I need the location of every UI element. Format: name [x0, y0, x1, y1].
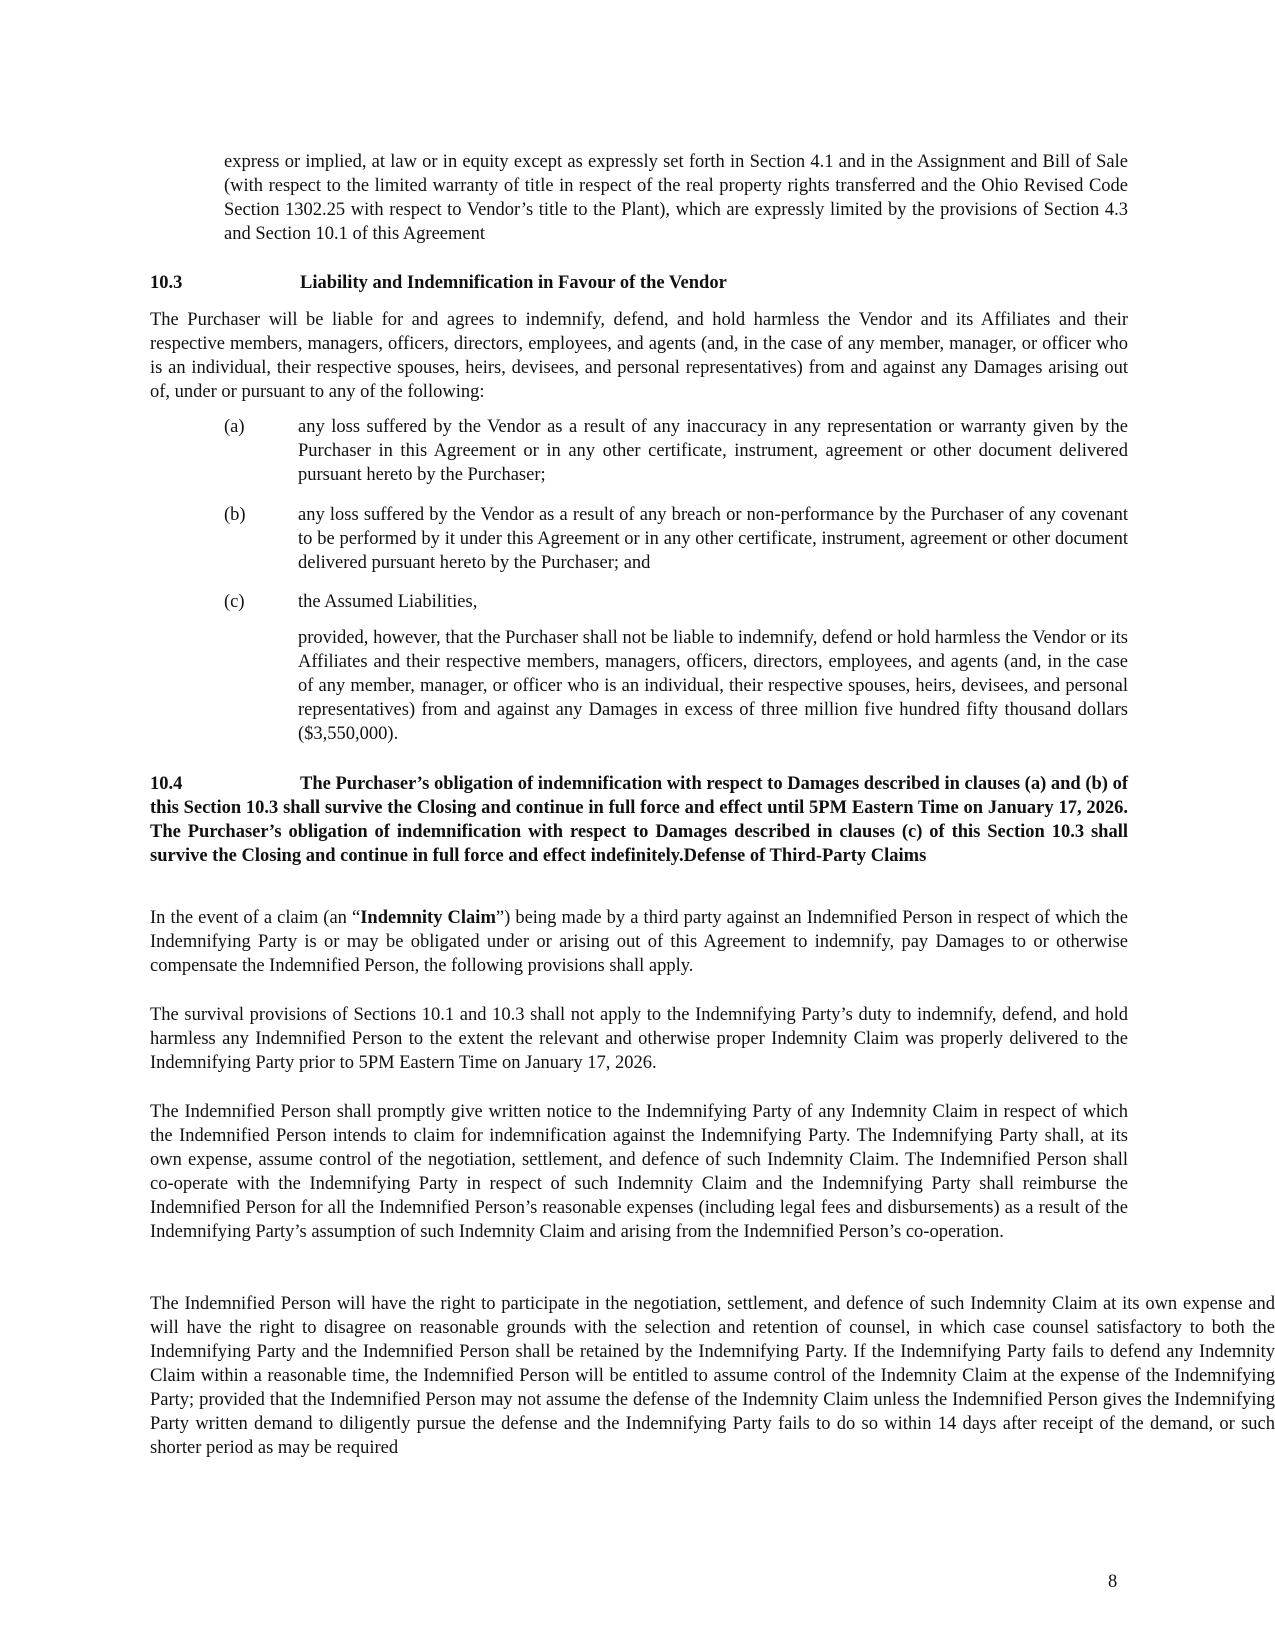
text-run: ”) being made by a third party against an Indemnified Person in respect of which the Indemnifying Party is or may be obligated under or arising out of this Agreement to indemnify, pay Damages to or otherwise compensate the Indemnified Person, the following provisions shall apply.: [150, 908, 1129, 976]
text-run: In the event of a claim (an “: [150, 908, 361, 928]
section-10-4-heading: [150, 772, 1128, 868]
section-number: 10.4: [150, 774, 183, 794]
list-item-label: (a): [224, 417, 245, 437]
list-item-text: any loss suffered by the Vendor as a result of any inaccuracy in any representation or warranty given by the Purchaser in this Agreement or in any other certificate, instrument, agreement or other document delivered pursuant hereto by the Purchaser;: [298, 417, 1128, 485]
survival-paragraph: The survival provisions of Sections 10.1 and 10.3 shall not apply to the Indemnifying Party’s duty to indemnify, defend, and hold harmless any Indemnified Person to the extent the relevant and otherwise proper Indemnity Claim was properly delivered to the Indemnifying Party prior to 5PM Eastern Time on January 17, 2026.: [150, 1005, 1128, 1073]
section-title: Liability and Indemnification in Favour of the Vendor: [300, 273, 727, 293]
list-item-label: (c): [224, 592, 245, 612]
section-10-4-text: The Purchaser’s obligation of indemnification with respect to Damages described in clauses (a) and (b) of this Section 10.3 shall survive the Closing and continue in full force and effect until 5PM Eastern Time on January 17, 2026. The Purchaser’s obligation of indemnification with respect to Damages described in clauses (c) of this Section 10.3 shall survive the Closing and continue in full force and effect indefinitely.Defense of Third-Party Claims: [150, 774, 1128, 866]
notice-paragraph: The Indemnified Person shall promptly give written notice to the Indemnifying Party of any Indemnity Claim in respect of which the Indemnified Person intends to claim for indemnification against the Indemnifying Party. The Indemnifying Party shall, at its own expense, assume control of the negotiation, settlement, and defence of such Indemnity Claim. The Indemnified Person shall co-operate with the Indemnifying Party in respect of such Indemnity Claim and the Indemnifying Party shall reimburse the Indemnified Person for all the Indemnified Person’s reasonable expenses (including legal fees and disbursements) as a result of the Indemnifying Party’s assumption of such Indemnity Claim and arising from the Indemnified Person’s co-operation.: [150, 1102, 1128, 1242]
proviso-paragraph: provided, however, that the Purchaser shall not be liable to indemnify, defend or hold harmless the Vendor or its Affiliates and their respective members, managers, officers, directors, employees, and agents (and, in the case of any member, manager, or officer who is an individual, their respective spouses, heirs, devisees, and personal representatives) from and against any Damages in excess of three million five hundred fifty thousand dollars ($3,550,000).: [298, 628, 1128, 744]
defined-term: Indemnity Claim: [360, 908, 496, 928]
list-item-text: the Assumed Liabilities,: [298, 592, 478, 612]
section-10-3-intro: The Purchaser will be liable for and agrees to indemnify, defend, and hold harmless the Vendor and its Affiliates and their respective members, managers, officers, directors, employees, and agents (and, in the case of any member, manager, or officer who is an individual, their respective spouses, heirs, devisees, and personal representatives) from and against any Damages arising out of, under or pursuant to any of the following:: [150, 310, 1128, 402]
list-item-label: (b): [224, 505, 246, 525]
page-number: 8: [1108, 1572, 1118, 1592]
section-number: 10.3: [150, 273, 183, 293]
indemnity-claim-paragraph: [150, 906, 1128, 978]
participation-paragraph: The Indemnified Person will have the right to participate in the negotiation, settlement, and defence of such Indemnity Claim at its own expense and will have the right to disagree on reasonable grounds with the selection and retention of counsel, in which case counsel satisfactory to both the Indemnifying Party and the Indemnified Person shall be retained by the Indemnifying Party. If the Indemnifying Party fails to defend any Indemnity Claim within a reasonable time, the Indemnified Person will be entitled to assume control of the Indemnity Claim at the expense of the Indemnifying Party; provided that the Indemnified Person may not assume the defense of the Indemnity Claim unless the Indemnified Person gives the Indemnifying Party written demand to diligently pursue the defense and the Indemnifying Party fails to do so within 14 days after receipt of the demand, or such shorter period as may be required: [150, 1294, 1275, 1458]
section-10-3-heading: [150, 271, 1128, 295]
list-item-text: any loss suffered by the Vendor as a result of any breach or non-performance by the Purchaser of any covenant to be performed by it under this Agreement or in any other certificate, instrument, agreement or other document delivered pursuant hereto by the Purchaser; and: [298, 505, 1128, 573]
continuation-paragraph: express or implied, at law or in equity except as expressly set forth in Section 4.1 and in the Assignment and Bill of Sale (with respect to the limited warranty of title in respect of the real property rights transferred and the Ohio Revised Code Section 1302.25 with respect to Vendor’s title to the Plant), which are expressly limited by the provisions of Section 4.3 and Section 10.1 of this Agreement: [224, 152, 1128, 244]
